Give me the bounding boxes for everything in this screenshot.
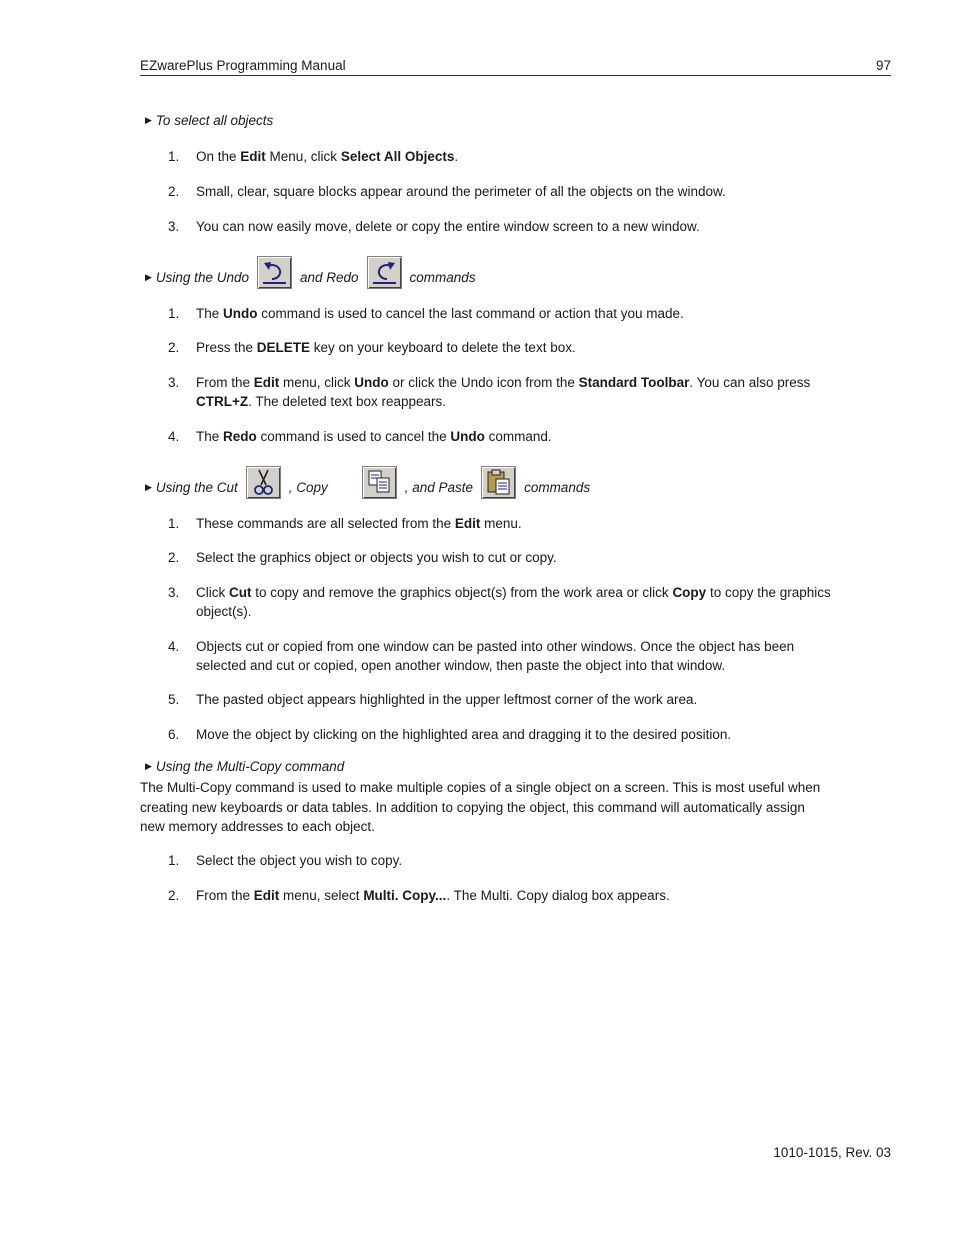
- bullet-arrow-icon: ▶: [145, 761, 152, 771]
- undo-icon: [257, 256, 292, 289]
- section-heading-cut-copy-paste: ▶ Using the Cut , Copy , and Paste commands: [145, 462, 590, 495]
- section-heading-text: Using the Multi-Copy command: [155, 759, 345, 774]
- bullet-arrow-icon: ▶: [145, 482, 152, 492]
- manual-title: EZwarePlus Programming Manual: [140, 58, 346, 73]
- section-heading-select-all: [145, 113, 273, 128]
- cut-icon: [246, 466, 281, 499]
- body-paragraph: The Multi-Copy command is used to make multiple copies of a single object on a screen. This is most useful when creating new keyboards or data tables. In addition to copying the object, this command will automatically assign new memory addresses to each object.: [140, 780, 821, 834]
- paste-icon: [481, 466, 516, 499]
- page-header: [140, 57, 891, 76]
- section-heading-text: To select all objects: [155, 113, 274, 128]
- document-revision: 1010-1015, Rev. 03: [773, 1145, 891, 1160]
- bullet-arrow-icon: ▶: [145, 272, 152, 282]
- redo-icon: [367, 256, 402, 289]
- section-heading-undo-redo: ▶ Using the Undo and Redo commands: [145, 252, 476, 285]
- bullet-arrow-icon: ▶: [145, 115, 152, 125]
- section-heading-multi-copy: [145, 759, 344, 774]
- copy-icon: [362, 466, 397, 499]
- page-number: 97: [875, 58, 891, 73]
